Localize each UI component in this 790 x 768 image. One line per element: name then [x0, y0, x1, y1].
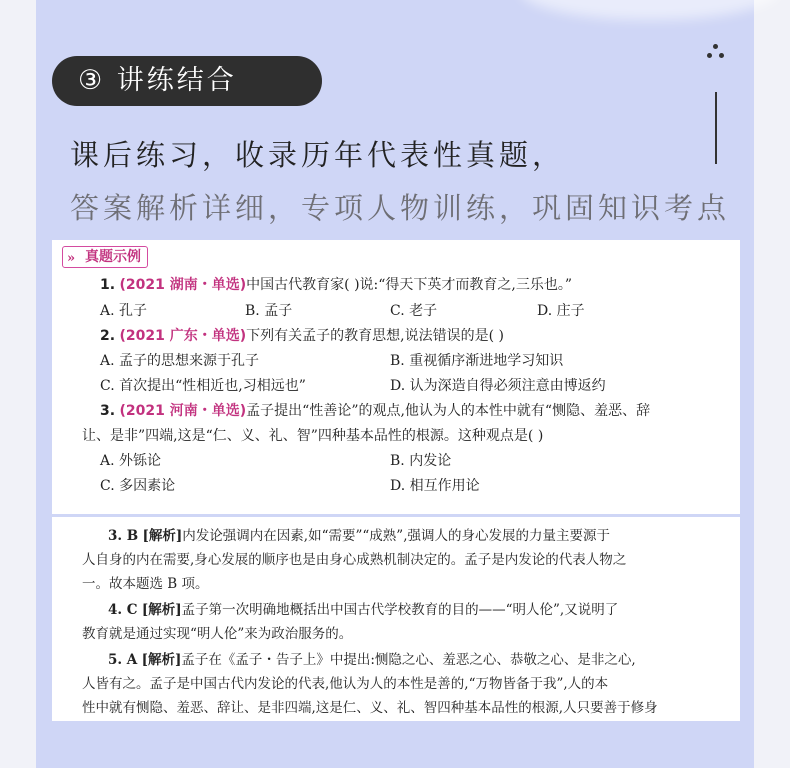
question-3-option: A. 外铄论 — [100, 453, 162, 469]
answers-card — [52, 517, 740, 721]
answer-3-line: 人自身的内在需要,身心发展的顺序也是由身心成熟机制决定的。孟子是内发论的代表人物之 — [82, 552, 627, 568]
question-3-option: B. 内发论 — [390, 453, 452, 469]
question-2-option: D. 认为深造自得必须注意由博返约 — [390, 378, 606, 394]
example-card — [52, 240, 740, 514]
double-chevron-icon: » — [67, 251, 76, 266]
example-tag — [62, 246, 148, 268]
heading-line-2: 答案解析详细，专项人物训练，巩固知识考点 — [70, 191, 731, 225]
question-3-option: D. 相互作用论 — [390, 478, 480, 494]
question-1-option: C. 老子 — [390, 303, 438, 319]
answer-5-line: 5. A [解析]孟子在《孟子・告子上》中提出:恻隐之心、羞恶之心、恭敬之心、是非之心, — [108, 652, 636, 668]
section-pill — [52, 56, 322, 106]
answer-3-line: 一。故本题选 B 项。 — [82, 576, 209, 592]
answer-4-line: 4. C [解析]孟子第一次明确地概括出中国古代学校教育的目的——“明人伦”,又说明了 — [108, 602, 619, 618]
example-tag-label: 真题示例 — [85, 249, 141, 265]
question-3: 3. (2021 河南・单选)孟子提出“性善论”的观点,他认为人的本性中就有“恻隐、羞恶、辞 — [100, 403, 651, 419]
vertical-divider — [715, 92, 717, 164]
question-1-option: A. 孔子 — [100, 303, 148, 319]
question-3-continued: 让、是非”四端,这是“仁、义、礼、智”四种基本品性的根源。这种观点是( ) — [82, 428, 544, 444]
question-2: 2. (2021 广东・单选)下列有关孟子的教育思想,说法错误的是( ) — [100, 328, 504, 344]
question-2-option: B. 重视循序渐进地学习知识 — [390, 353, 564, 369]
section-pill-label: ③ 讲练结合 — [78, 65, 237, 96]
question-1-option: B. 孟子 — [245, 303, 293, 319]
answer-4-line: 教育就是通过实现“明人伦”来为政治服务的。 — [82, 626, 353, 642]
question-2-option: C. 首次提出“性相近也,习相远也” — [100, 378, 306, 394]
answer-5-line: 性中就有恻隐、羞恶、辞让、是非四端,这是仁、义、礼、智四种基本品性的根源,人只要善于修身 — [82, 700, 658, 716]
question-2-option: A. 孟子的思想来源于孔子 — [100, 353, 260, 369]
question-1-option: D. 庄子 — [537, 303, 585, 319]
heading-line-1: 课后练习，收录历年代表性真题， — [70, 138, 566, 172]
dots-decoration-icon — [706, 44, 726, 62]
answer-3-line: 3. B [解析]内发论强调内在因素,如“需要”“成熟”,强调人的身心发展的力量主要源于 — [108, 528, 610, 544]
answer-5-line: 人皆有之。孟子是中国古代内发论的代表,他认为人的本性是善的,“万物皆备于我”,人的本 — [82, 676, 609, 692]
question-3-option: C. 多因素论 — [100, 478, 176, 494]
question-1: 1. (2021 湖南・单选)中国古代教育家( )说:“得天下英才而教育之,三乐也。” — [100, 277, 573, 293]
